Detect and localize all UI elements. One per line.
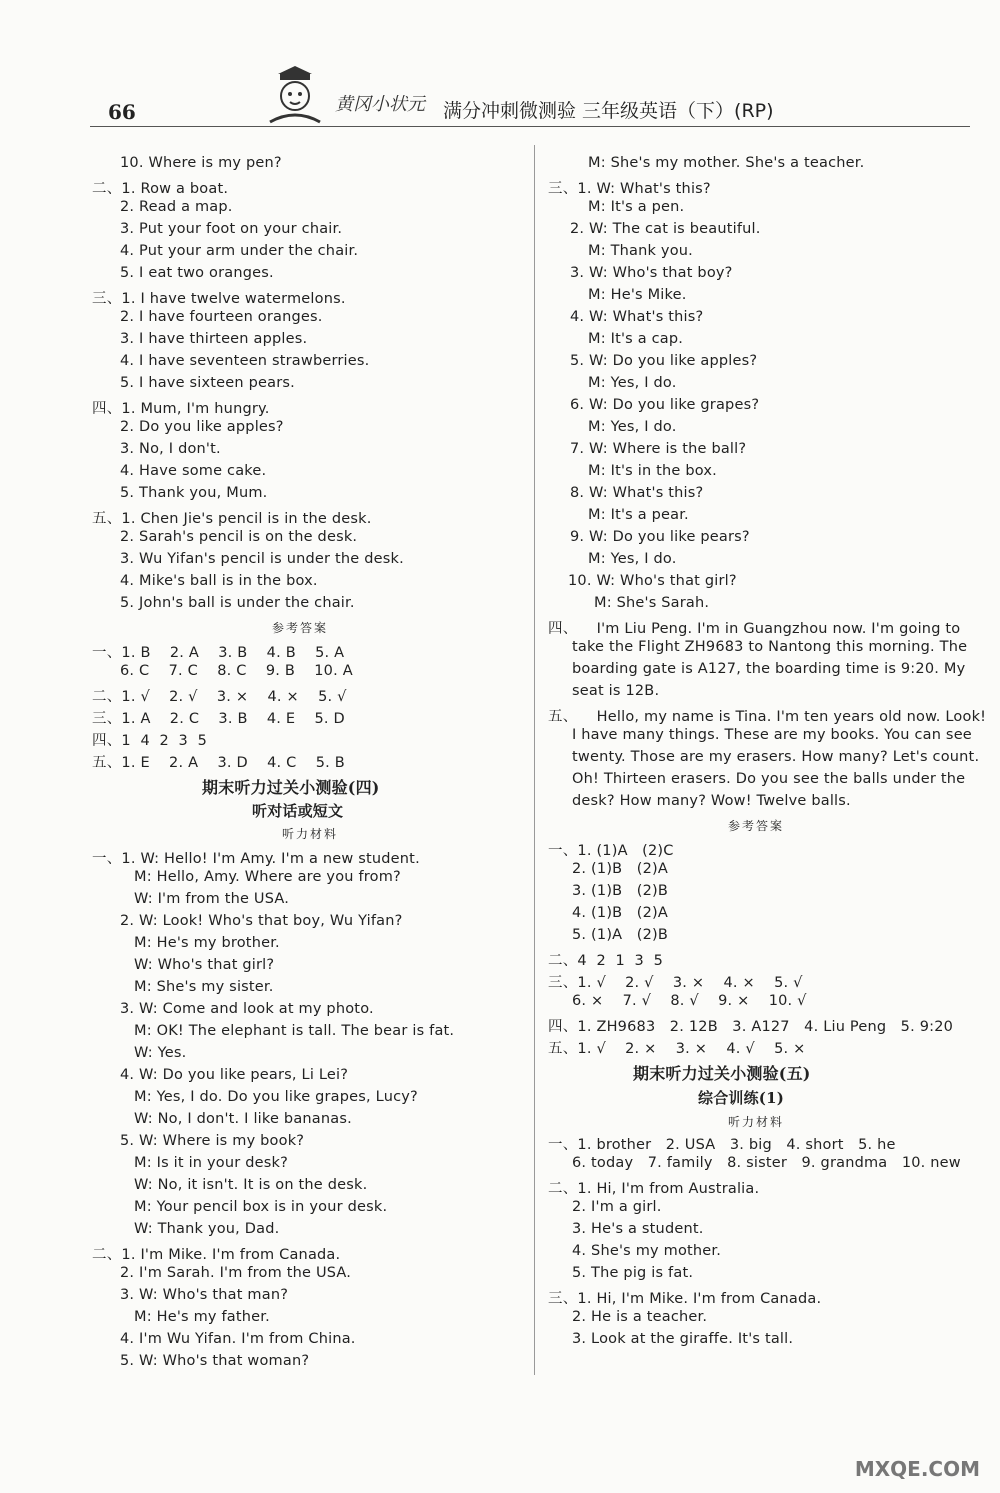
right-text-line: Oh! Thirteen erasers. Do you see the balls under the [572,771,966,787]
left-text-line: 四、1. Mum, I'm hungry. [92,401,270,417]
right-text-line: 4. W: What's this? [570,309,704,325]
left-text-line: 参考答案 [272,621,329,635]
right-text-line: 8. W: What's this? [570,485,704,501]
right-text-line: 四、 I'm Liu Peng. I'm in Guangzhou now. I'm going to [548,621,961,637]
left-text-line: 2. Do you like apples? [120,419,284,435]
left-text-line: W: No, I don't. I like bananas. [134,1111,352,1127]
right-text-line: 4. (1)B (2)A [572,905,669,921]
left-text-line: 3. Put your foot on your chair. [120,221,343,237]
right-text-line: M: Yes, I do. [588,419,677,435]
right-text-line: 四、1. ZH9683 2. 12B 3. A127 4. Liu Peng 5. 9:20 [548,1019,954,1035]
right-text-line: M: He's Mike. [588,287,687,303]
watermark-text: MXQE.COM [854,1457,980,1481]
book-title: 满分冲刺微测验 三年级英语（下）(RP) [443,100,774,122]
left-text-line: 4. Mike's ball is in the box. [120,573,318,589]
left-text-line: 4. I'm Wu Yifan. I'm from China. [120,1331,356,1347]
left-text-line: M: He's my brother. [134,935,280,951]
left-text-line: 2. I have fourteen oranges. [120,309,323,325]
right-text-line: M: Yes, I do. [588,375,677,391]
left-text-line: 听对话或短文 [252,802,344,820]
mascot-logo-icon [260,64,330,124]
left-text-line: 三、1. A 2. C 3. B 4. E 5. D [92,711,345,727]
right-text-line: 5. The pig is fat. [572,1265,694,1281]
left-text-line: 三、1. I have twelve watermelons. [92,291,346,307]
left-text-line: 2. Sarah's pencil is on the desk. [120,529,358,545]
left-text-line: 5. I eat two oranges. [120,265,274,281]
left-text-line: 6. C 7. C 8. C 9. B 10. A [120,663,353,679]
left-text-line: 3. I have thirteen apples. [120,331,308,347]
right-text-line: boarding gate is A127, the boarding time is 9:20. My [572,661,966,677]
right-text-line: twenty. Those are my erasers. How many? Let's count. [572,749,980,765]
left-text-line: M: She's my sister. [134,979,274,995]
right-text-line: 三、1. W: What's this? [548,181,711,197]
header-rule [90,126,970,127]
left-text-line: 二、1. I'm Mike. I'm from Canada. [92,1247,341,1263]
left-text-line: 5. John's ball is under the chair. [120,595,355,611]
left-text-line: 5. Thank you, Mum. [120,485,268,501]
right-text-line: 3. Look at the giraffe. It's tall. [572,1331,794,1347]
brand-logo: 黄冈小状元 [335,94,425,115]
right-text-line: M: Yes, I do. [588,551,677,567]
page-number: 66 [108,100,136,124]
column-divider [534,145,535,1375]
right-text-line: M: Thank you. [588,243,693,259]
right-text-line: 5. (1)A (2)B [572,927,669,943]
right-text-line: M: It's a cap. [588,331,684,347]
right-text-line: M: She's my mother. She's a teacher. [588,155,865,171]
right-text-line: M: It's a pen. [588,199,685,215]
right-text-line: 期末听力过关小测验(五) [633,1064,811,1083]
right-text-line: I have many things. These are my books. You can see [572,727,972,743]
right-text-line: 2. (1)B (2)A [572,861,669,877]
left-text-line: 3. W: Come and look at my photo. [120,1001,374,1017]
right-text-line: M: It's a pear. [588,507,689,523]
left-text-line: M: Is it in your desk? [134,1155,288,1171]
left-text-line: 4. I have seventeen strawberries. [120,353,370,369]
right-text-line: M: It's in the box. [588,463,717,479]
right-text-line: 二、1. Hi, I'm from Australia. [548,1181,760,1197]
left-text-line: 听力材料 [282,827,339,841]
left-text-line: 3. No, I don't. [120,441,221,457]
left-text-line: 4. Put your arm under the chair. [120,243,359,259]
right-text-line: 3. W: Who's that boy? [570,265,733,281]
right-text-line: 五、1. √ 2. × 3. × 4. √ 5. × [548,1041,806,1057]
right-text-line: 7. W: Where is the ball? [570,441,747,457]
left-text-line: 5. W: Who's that woman? [120,1353,310,1369]
left-text-line: 期末听力过关小测验(四) [202,778,380,797]
right-text-line: 2. I'm a girl. [572,1199,662,1215]
right-text-line: 9. W: Do you like pears? [570,529,750,545]
right-text-line: take the Flight ZH9683 to Nantong this morning. The [572,639,968,655]
right-text-line: 三、1. √ 2. √ 3. × 4. × 5. √ [548,975,803,991]
left-text-line: W: Yes. [134,1045,187,1061]
left-text-line: 3. Wu Yifan's pencil is under the desk. [120,551,404,567]
left-text-line: M: Yes, I do. Do you like grapes, Lucy? [134,1089,418,1105]
left-text-line: 5. I have sixteen pears. [120,375,295,391]
left-text-line: W: No, it isn't. It is on the desk. [134,1177,368,1193]
right-text-line: M: She's Sarah. [594,595,710,611]
right-text-line: 10. W: Who's that girl? [568,573,737,589]
left-text-line: 四、1 4 2 3 5 [92,733,207,749]
right-text-line: 二、4 2 1 3 5 [548,953,663,969]
left-text-line: M: OK! The elephant is tall. The bear is fat. [134,1023,455,1039]
left-text-line: 2. I'm Sarah. I'm from the USA. [120,1265,352,1281]
right-text-line: 6. today 7. family 8. sister 9. grandma 10. new [572,1155,961,1171]
right-text-line: 3. (1)B (2)B [572,883,669,899]
left-text-line: M: Hello, Amy. Where are you from? [134,869,401,885]
left-text-line: 3. W: Who's that man? [120,1287,289,1303]
left-text-line: M: Your pencil box is in your desk. [134,1199,388,1215]
left-text-line: W: I'm from the USA. [134,891,290,907]
right-text-line: 4. She's my mother. [572,1243,722,1259]
left-text-line: 二、1. √ 2. √ 3. × 4. × 5. √ [92,689,347,705]
left-text-line: W: Who's that girl? [134,957,275,973]
left-text-line: 二、1. Row a boat. [92,181,229,197]
right-text-line: 三、1. Hi, I'm Mike. I'm from Canada. [548,1291,822,1307]
right-text-line: 6. × 7. √ 8. √ 9. × 10. √ [572,993,807,1009]
left-text-line: 五、1. Chen Jie's pencil is in the desk. [92,511,372,527]
left-text-line: 5. W: Where is my book? [120,1133,305,1149]
right-text-line: 3. He's a student. [572,1221,704,1237]
right-text-line: 听力材料 [728,1115,785,1129]
left-text-line: W: Thank you, Dad. [134,1221,280,1237]
left-text-line: 五、1. E 2. A 3. D 4. C 5. B [92,755,345,771]
left-text-line: M: He's my father. [134,1309,270,1325]
right-text-line: 5. W: Do you like apples? [570,353,758,369]
page-header [90,60,970,130]
right-text-line: seat is 12B. [572,683,660,699]
right-text-line: 2. He is a teacher. [572,1309,708,1325]
left-text-line: 一、1. B 2. A 3. B 4. B 5. A [92,645,345,661]
right-text-line: desk? How many? Wow! Twelve balls. [572,793,851,809]
left-text-line: 10. Where is my pen? [120,155,282,171]
right-text-line: 一、1. (1)A (2)C [548,843,674,859]
left-text-line: 2. W: Look! Who's that boy, Wu Yifan? [120,913,403,929]
right-text-line: 五、 Hello, my name is Tina. I'm ten years old now. Look! [548,709,987,725]
left-text-line: 4. Have some cake. [120,463,267,479]
right-text-line: 一、1. brother 2. USA 3. big 4. short 5. he [548,1137,896,1153]
left-text-line: 2. Read a map. [120,199,233,215]
left-text-line: 一、1. W: Hello! I'm Amy. I'm a new student. [92,851,420,867]
right-text-line: 综合训练(1) [698,1089,785,1107]
left-text-line: 4. W: Do you like pears, Li Lei? [120,1067,349,1083]
right-text-line: 2. W: The cat is beautiful. [570,221,761,237]
right-text-line: 参考答案 [728,819,785,833]
right-text-line: 6. W: Do you like grapes? [570,397,760,413]
